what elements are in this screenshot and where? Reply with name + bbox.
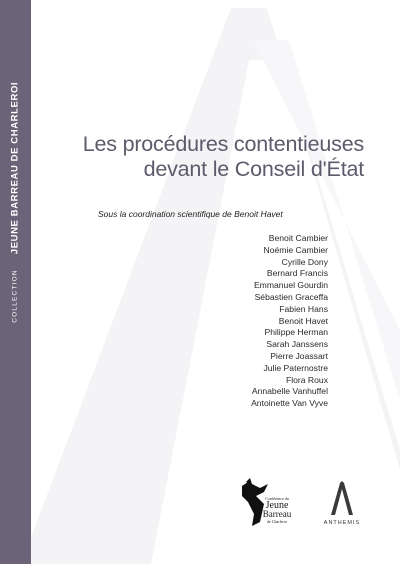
collection-label: COLLECTION [11, 269, 19, 323]
background-a-logo [31, 0, 400, 564]
author-name: Flora Roux [285, 374, 328, 385]
author-name: Annabelle Vanhuffel [251, 386, 328, 397]
author-name: Julie Paternostre [263, 362, 328, 373]
spine-band [0, 0, 31, 564]
author-name: Sarah Janssens [266, 339, 328, 350]
author-name: Benoit Havet [278, 315, 328, 326]
anthemis-logo-icon [329, 481, 355, 515]
jeune-barreau-logo-text: Conférence du Jeune Barreau de Charleroi [262, 496, 292, 524]
author-name: Bernard Francis [266, 268, 328, 279]
author-name: Philippe Herman [264, 327, 328, 338]
author-name: Fabien Hans [279, 303, 328, 314]
author-list [251, 233, 328, 410]
series-title: JEUNE BARREAU DE CHARLEROI [9, 81, 21, 255]
author-name: Sébastien Graceffa [254, 291, 328, 302]
book-title [83, 132, 364, 182]
title-line-1: Les procédures contentieuses [82, 132, 364, 156]
publisher-name: ANTHEMIS [323, 520, 361, 526]
author-name: Cyrille Dony [281, 256, 328, 267]
author-name: Emmanuel Gourdin [253, 280, 328, 291]
author-name: Benoit Cambier [268, 233, 328, 243]
author-name: Noémie Cambier [263, 244, 328, 255]
author-name: Antoinette Van Vyve [251, 398, 328, 409]
coordination-text: Sous la coordination scientifique de Benoit Havet [98, 209, 283, 219]
title-line-2: devant le Conseil d'État [143, 157, 364, 181]
author-name: Pierre Joassart [270, 350, 328, 361]
